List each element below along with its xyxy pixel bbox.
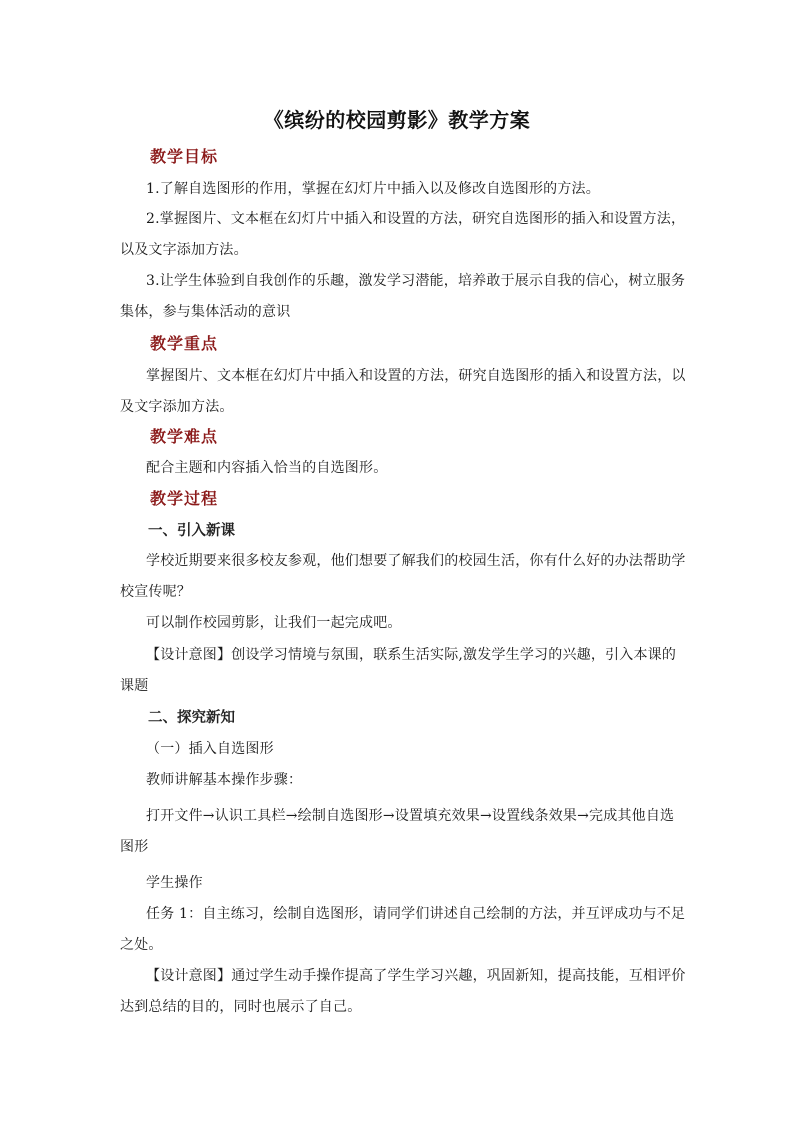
part1-paragraph-1-line-2: 校宣传呢？	[120, 584, 191, 600]
heading-part-1: 一、引入新课	[148, 522, 235, 539]
goal-item-2-line-2: 以及文字添加方法。	[120, 242, 248, 258]
part1-paragraph-1-line-1: 学校近期要来很多校友参观，他们想要了解我们的校园生活，你有什么好的办法帮助学	[146, 553, 686, 569]
part1-paragraph-2: 可以制作校园剪影，让我们一起完成吧。	[146, 615, 402, 631]
goal-item-1: 1.了解自选图形的作用，掌握在幻灯片中插入以及修改自选图形的方法。	[146, 181, 600, 197]
part2-task-line-1: 任务 1：自主练习，绘制自选图形，请同学们讲述自己绘制的方法，并互评成功与不足	[146, 906, 686, 922]
part2-task-line-2: 之处。	[120, 937, 163, 953]
part1-intent-line-2: 课题	[120, 678, 149, 694]
part2-teacher-steps-intro: 教师讲解基本操作步骤：	[146, 772, 303, 788]
goal-item-3-line-1: 3.让学生体验到自我创作的乐趣，激发学习潜能，培养敢于展示自我的信心，树立服务	[146, 273, 686, 289]
part1-intent-line-1: 【设计意图】创设学习情境与氛围，联系生活实际,激发学生学习的兴趣，引入本课的	[146, 647, 677, 663]
part2-student-operation: 学生操作	[146, 875, 203, 891]
heading-process: 教学过程	[150, 489, 219, 508]
heading-part-2: 二、探究新知	[148, 709, 235, 726]
document-title: 《缤纷的校园剪影》教学方案	[263, 108, 531, 132]
part2-intent-line-1: 【设计意图】通过学生动手操作提高了学生学习兴趣，巩固新知，提高技能，互相评价	[146, 968, 686, 984]
part2-steps-line-1: 打开文件→认识工具栏→绘制自选图形→设置填充效果→设置线条效果→完成其他自选	[146, 808, 675, 824]
heading-focus: 教学重点	[150, 334, 219, 353]
part2-intent-line-2: 达到总结的目的，同时也展示了自己。	[120, 999, 362, 1015]
goal-item-3-line-2: 集体，参与集体活动的意识	[120, 304, 291, 320]
heading-difficulty: 教学难点	[150, 427, 219, 446]
part2-steps-line-2: 图形	[120, 839, 149, 855]
focus-line-1: 掌握图片、文本框在幻灯片中插入和设置的方法，研究自选图形的插入和设置方法，以	[146, 368, 686, 384]
goal-item-2-line-1: 2.掌握图片、文本框在幻灯片中插入和设置的方法，研究自选图形的插入和设置方法，	[146, 211, 686, 227]
heading-goals: 教学目标	[150, 147, 219, 166]
part2-subsection-1: （一）插入自选图形	[146, 741, 274, 757]
difficulty-line-1: 配合主题和内容插入恰当的自选图形。	[146, 460, 388, 476]
focus-line-2: 及文字添加方法。	[120, 399, 234, 415]
